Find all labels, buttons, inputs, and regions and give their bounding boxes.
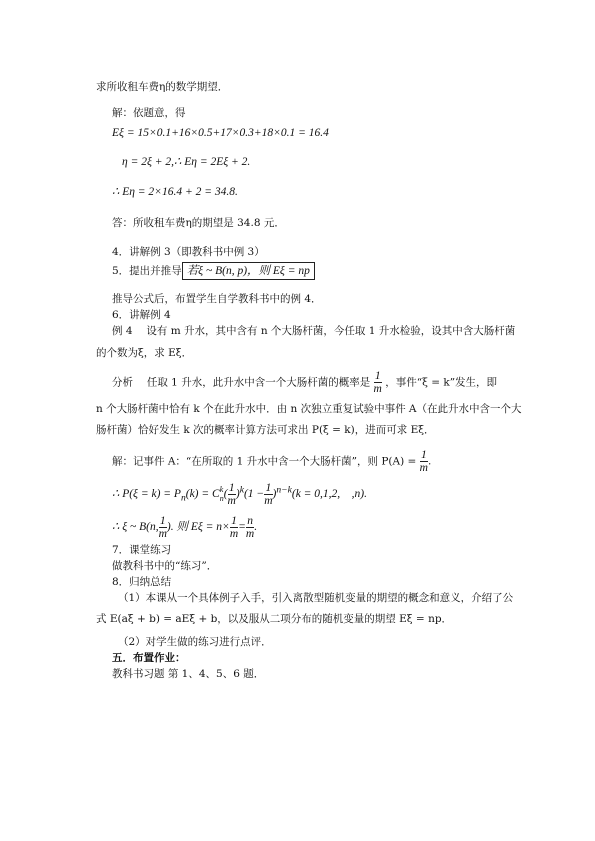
text-run: ，事件“ξ = k”发生，即	[385, 376, 498, 389]
fraction	[374, 370, 382, 395]
text-run: ∴ ξ ~ B(n,	[112, 521, 159, 534]
text-run: (	[223, 488, 228, 501]
fraction	[420, 449, 428, 474]
superscript: k	[219, 485, 224, 495]
denominator: m	[227, 495, 236, 508]
example-text: 例 4 设有 m 升水，其中含有 n 个大肠杆菌，今任取 1 升水检验，设其中含大肠杆菌	[112, 325, 516, 337]
text-run: .	[427, 455, 432, 468]
denominator: m	[229, 528, 239, 541]
text-run: (k) = C	[185, 488, 220, 501]
text-run: ). 则 Eξ = n×	[166, 521, 230, 534]
summary-text: （2）对学生做的练习进行点评．	[118, 636, 272, 648]
step-heading: 6．讲解例 4	[112, 309, 171, 321]
superscript: n−k	[276, 484, 292, 496]
analysis-line	[112, 370, 497, 395]
section-title: 五．布置作业：	[112, 652, 186, 664]
text-run: )	[235, 488, 240, 501]
denominator: m	[158, 528, 167, 541]
subscript: n	[180, 492, 186, 504]
numerator: 1	[374, 370, 381, 382]
fraction	[228, 482, 236, 507]
equation-binomial	[112, 515, 257, 540]
text-run: .	[254, 521, 258, 534]
denominator: m	[245, 528, 255, 541]
section-heading	[112, 653, 186, 664]
fraction	[246, 515, 254, 540]
analysis-line: 肠杆菌）恰好发生 k 次的概率计算方法可求出 P(ξ = k)，进而可求 Eξ．	[96, 424, 435, 436]
homework-line: 教科书习题 第 1、4、5、6 题．	[112, 668, 265, 680]
numerator: n	[247, 515, 253, 527]
equation-eta: η = 2ξ + 2,∴ Eη = 2Eξ + 2.	[122, 156, 251, 168]
equation-expectation: Eξ = 15×0.1+16×0.5+17×0.3+18×0.1 = 16.4	[112, 127, 329, 139]
text-line: 求所收租车费η的数学期望．	[96, 81, 229, 93]
fraction	[159, 515, 167, 540]
solution-line	[112, 449, 431, 474]
numerator: 1	[265, 482, 272, 494]
fraction	[230, 515, 238, 540]
text-run: )	[272, 488, 277, 501]
denominator: m	[373, 383, 382, 396]
analysis-line: n 个大肠杆菌中恰有 k 个在此升水中．由 n 次独立重复试验中事件 A（在此升水中含一个大	[96, 403, 522, 415]
denominator: m	[419, 462, 428, 475]
numerator: 1	[420, 449, 427, 461]
fraction	[264, 482, 272, 507]
step-heading	[112, 266, 315, 278]
summary-text: （1）本课从一个具体例子入手，引入离散型随机变量的期望的概念和意义，介绍了公	[118, 592, 514, 604]
step-heading: 8．归纳总结	[112, 576, 172, 588]
text-run: (1 −	[243, 488, 265, 501]
superscript: k	[239, 484, 244, 496]
step-heading: 4．讲解例 3（即教科书中例 3）	[112, 246, 265, 258]
text-line: 推导公式后，布置学生自学教科书中的例 4．	[112, 293, 322, 305]
answer-line: 答：所收租车费η的期望是 34.8 元．	[112, 217, 285, 229]
subscript: n	[219, 493, 224, 503]
numerator: 1	[159, 515, 166, 527]
summary-text: 式 E(aξ + b) = aEξ + b，以及服从二项分布的随机变量的期望 Eξ = np．	[96, 613, 453, 625]
numerator: 1	[231, 515, 237, 527]
text-run: 解：记事件 A：“在所取的 1 升水中含一个大肠杆菌”，则 P(A) =	[112, 455, 417, 468]
text-run: 分析 任取 1 升水，此升水中含一个大肠杆菌的概率是	[112, 376, 371, 389]
text-run: (k = 0,1,2, ,n).	[291, 488, 368, 501]
text-line: 解：依题意，得	[112, 107, 186, 119]
boxed-formula: 若ξ ~ B(n, p)，则 Eξ = np	[182, 262, 315, 280]
equation-result: ∴ Eη = 2×16.4 + 2 = 34.8.	[112, 186, 238, 198]
equation-probability	[112, 482, 367, 507]
text-line: 做教科书中的“练习”．	[112, 560, 218, 572]
text-run: =	[238, 521, 246, 534]
denominator: m	[264, 495, 273, 508]
example-text: 的个数为ξ，求 Eξ．	[96, 347, 193, 359]
numerator: 1	[228, 482, 235, 494]
step-label: 5．提出并推导	[112, 265, 182, 277]
step-heading: 7．课堂练习	[112, 544, 172, 556]
text-run: ∴ P(ξ = k) = P	[112, 488, 181, 501]
